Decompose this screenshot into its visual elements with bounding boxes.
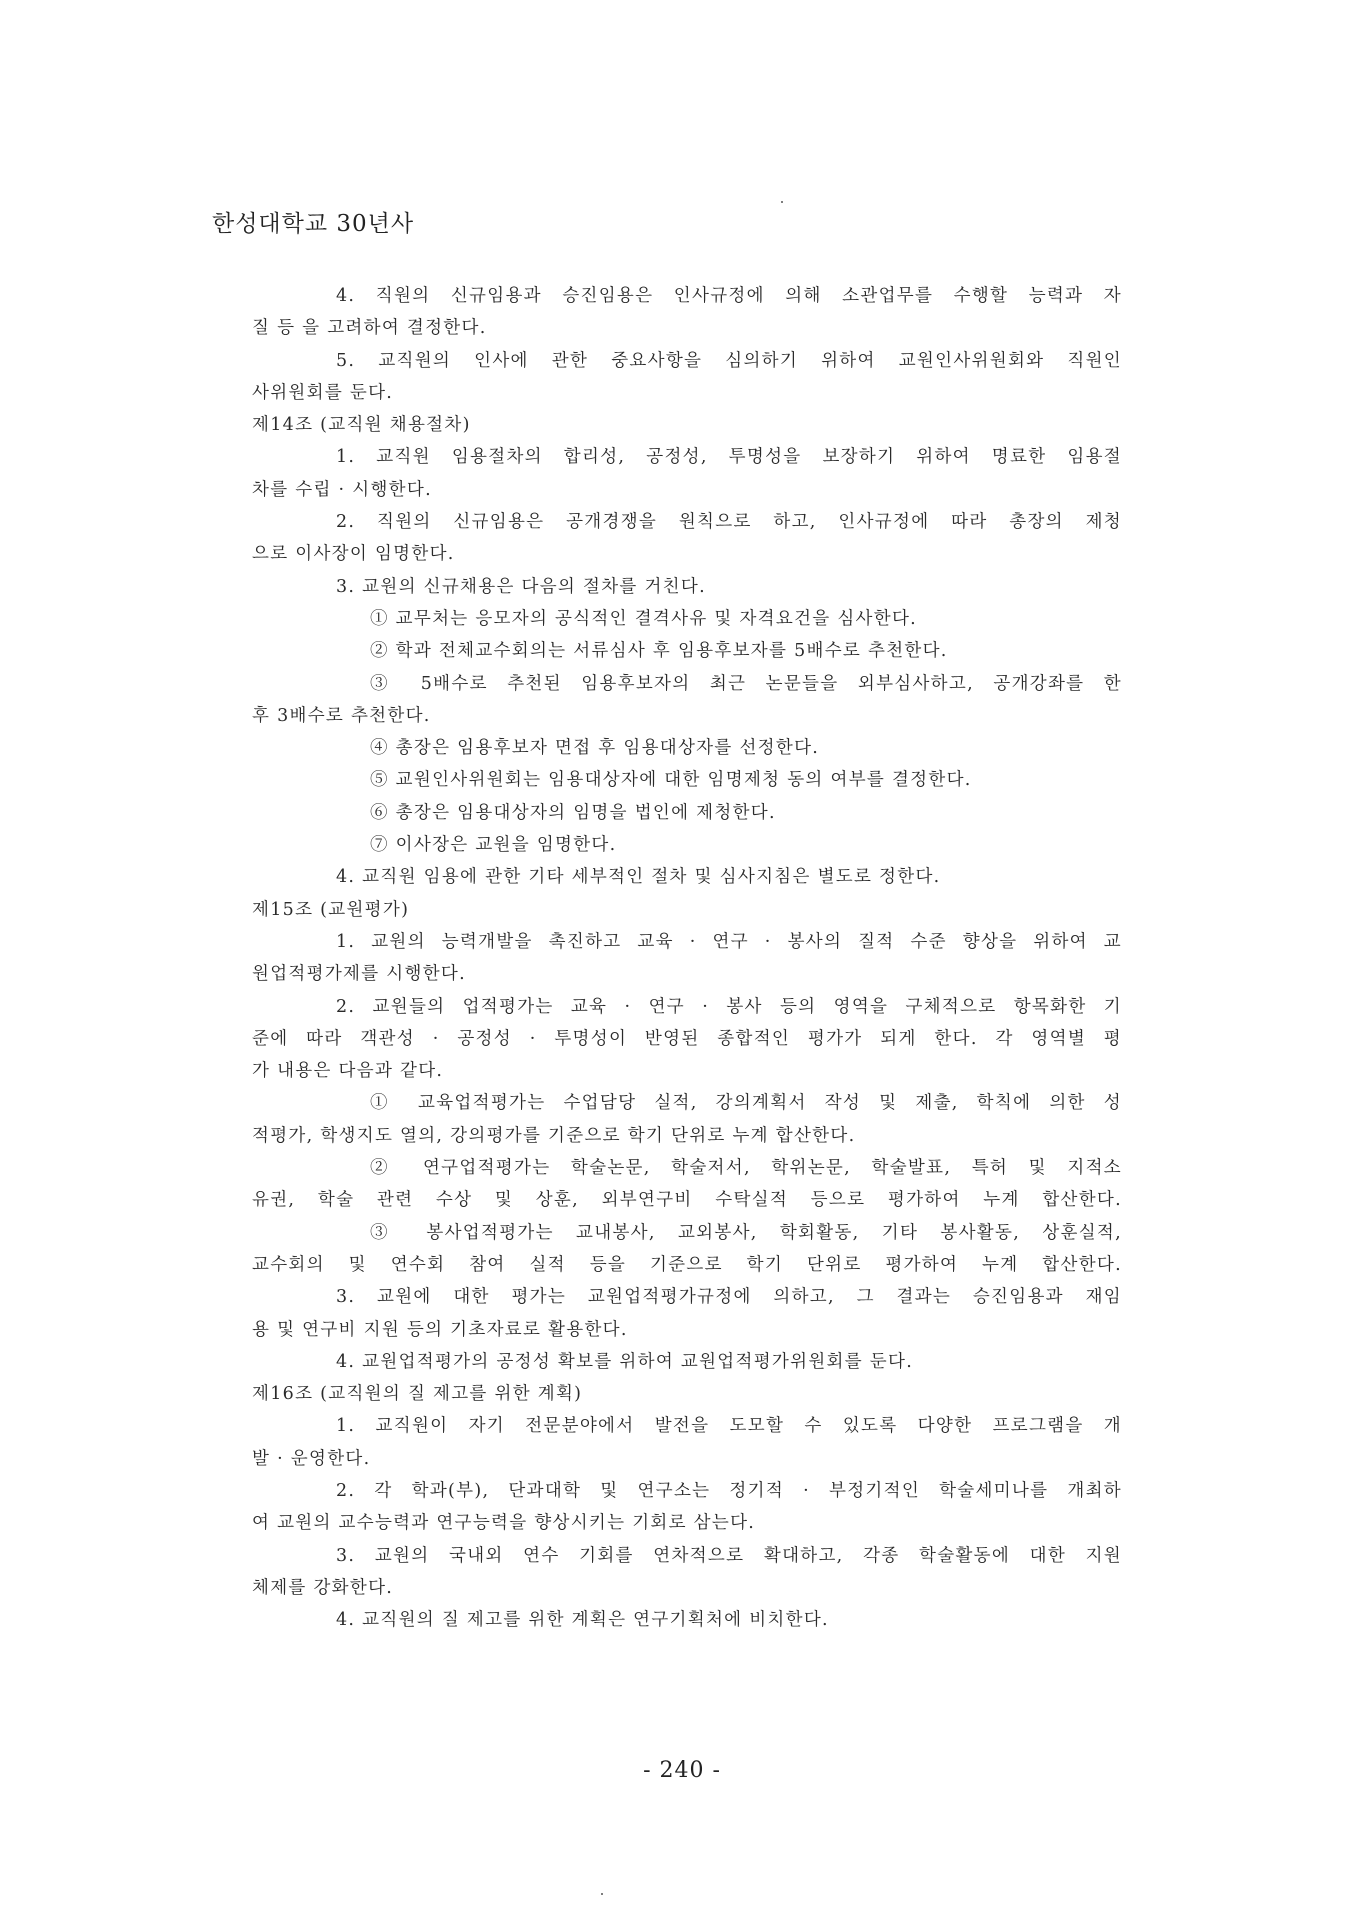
text-line: 4. 교직원의 질 제고를 위한 계획은 연구기획처에 비치한다.: [336, 1610, 829, 1631]
text-line: 차를 수립 · 시행한다.: [252, 479, 432, 500]
text-line: 원업적평가제를 시행한다.: [252, 964, 466, 985]
text-line: 교수회의 및 연수회 참여 실적 등을 기준으로 학기 단위로 평가하여 누계 합산한다.: [252, 1254, 1122, 1275]
scan-speck: [601, 1893, 603, 1895]
text-line: ⑦ 이사장은 교원을 임명한다.: [370, 835, 617, 856]
text-line: 유권, 학술 관련 수상 및 상훈, 외부연구비 수탁실적 등으로 평가하여 누계 합산한다.: [252, 1190, 1122, 1211]
text-line: 3. 교원의 신규채용은 다음의 절차를 거친다.: [336, 576, 706, 597]
text-line: ⑥ 총장은 임용대상자의 임명을 법인에 제청한다.: [370, 802, 776, 823]
text-line: ③ 5배수로 추천된 임용후보자의 최근 논문들을 외부심사하고, 공개강좌를 한: [370, 673, 1122, 694]
text-line: 제15조 (교원평가): [252, 899, 410, 920]
text-line: 가 내용은 다음과 같다.: [252, 1061, 444, 1082]
text-line: ④ 총장은 임용후보자 면접 후 임용대상자를 선정한다.: [370, 738, 820, 759]
text-line: 준에 따라 객관성 · 공정성 · 투명성이 반영된 종합적인 평가가 되게 한다. 각 영역별 평: [252, 1028, 1122, 1049]
text-line: 2. 교원들의 업적평가는 교육 · 연구 · 봉사 등의 영역을 구체적으로 항목화한 기: [336, 996, 1122, 1017]
text-line: 3. 교원에 대한 평가는 교원업적평가규정에 의하고, 그 결과는 승진임용과 재임: [336, 1287, 1122, 1308]
text-line: 발 · 운영한다.: [252, 1448, 371, 1469]
text-line: 적평가, 학생지도 열의, 강의평가를 기준으로 학기 단위로 누계 합산한다.: [252, 1125, 856, 1146]
text-line: 제16조 (교직원의 질 제고를 위한 계획): [252, 1384, 583, 1405]
text-line: 1. 교직원 임용절차의 합리성, 공정성, 투명성을 보장하기 위하여 명료한 임용절: [336, 447, 1122, 468]
text-line: 4. 교원업적평가의 공정성 확보를 위하여 교원업적평가위원회를 둔다.: [336, 1351, 914, 1372]
text-line: 2. 직원의 신규임용은 공개경쟁을 원칙으로 하고, 인사규정에 따라 총장의 제청: [336, 512, 1122, 533]
text-line: 제14조 (교직원 채용절차): [252, 415, 471, 436]
text-line: 으로 이사장이 임명한다.: [252, 544, 455, 565]
text-line: 1. 교원의 능력개발을 촉진하고 교육 · 연구 · 봉사의 질적 수준 향상을 위하여 교: [336, 931, 1122, 952]
text-line: 3. 교원의 국내외 연수 기회를 연차적으로 확대하고, 각종 학술활동에 대한 지원: [336, 1545, 1122, 1566]
text-line: 여 교원의 교수능력과 연구능력을 향상시키는 기회로 삼는다.: [252, 1513, 756, 1534]
text-line: 4. 교직원 임용에 관한 기타 세부적인 절차 및 심사지침은 별도로 정한다.: [336, 867, 941, 888]
text-line: 4. 직원의 신규임용과 승진임용은 인사규정에 의해 소관업무를 수행할 능력과 자: [336, 286, 1122, 306]
scan-speck: [781, 201, 783, 203]
document-body: [252, 280, 1122, 1636]
text-line: ② 학과 전체교수회의는 서류심사 후 임용후보자를 5배수로 추천한다.: [370, 641, 948, 662]
text-line: 용 및 연구비 지원 등의 기초자료로 활용한다.: [252, 1319, 628, 1340]
text-line: 사위원회를 둔다.: [252, 382, 394, 403]
text-line: 체제를 강화한다.: [252, 1577, 394, 1598]
text-line: 질 등 을 고려하여 결정한다.: [252, 318, 487, 339]
text-line: ① 교무처는 응모자의 공식적인 결격사유 및 자격요건을 심사한다.: [370, 608, 918, 629]
text-line: ⑤ 교원인사위원회는 임용대상자에 대한 임명제청 동의 여부를 결정한다.: [370, 770, 972, 791]
text-line: 5. 교직원의 인사에 관한 중요사항을 심의하기 위하여 교원인사위원회와 직원인: [336, 350, 1122, 371]
running-header: 한성대학교 30년사: [212, 211, 415, 237]
text-line: 2. 각 학과(부), 단과대학 및 연구소는 정기적 · 부정기적인 학술세미나를 개최하: [336, 1480, 1122, 1501]
text-line: ① 교육업적평가는 수업담당 실적, 강의계획서 작성 및 제출, 학칙에 의한 성: [370, 1093, 1122, 1114]
text-line: 후 3배수로 추천한다.: [252, 705, 431, 726]
text-line: ③ 봉사업적평가는 교내봉사, 교외봉사, 학회활동, 기타 봉사활동, 상훈실적,: [370, 1222, 1122, 1243]
text-line: 1. 교직원이 자기 전문분야에서 발전을 도모할 수 있도록 다양한 프로그램을 개: [336, 1416, 1122, 1437]
text-line: ② 연구업적평가는 학술논문, 학술저서, 학위논문, 학술발표, 특허 및 지적소: [370, 1158, 1122, 1179]
page-number: - 240 -: [643, 1758, 721, 1783]
